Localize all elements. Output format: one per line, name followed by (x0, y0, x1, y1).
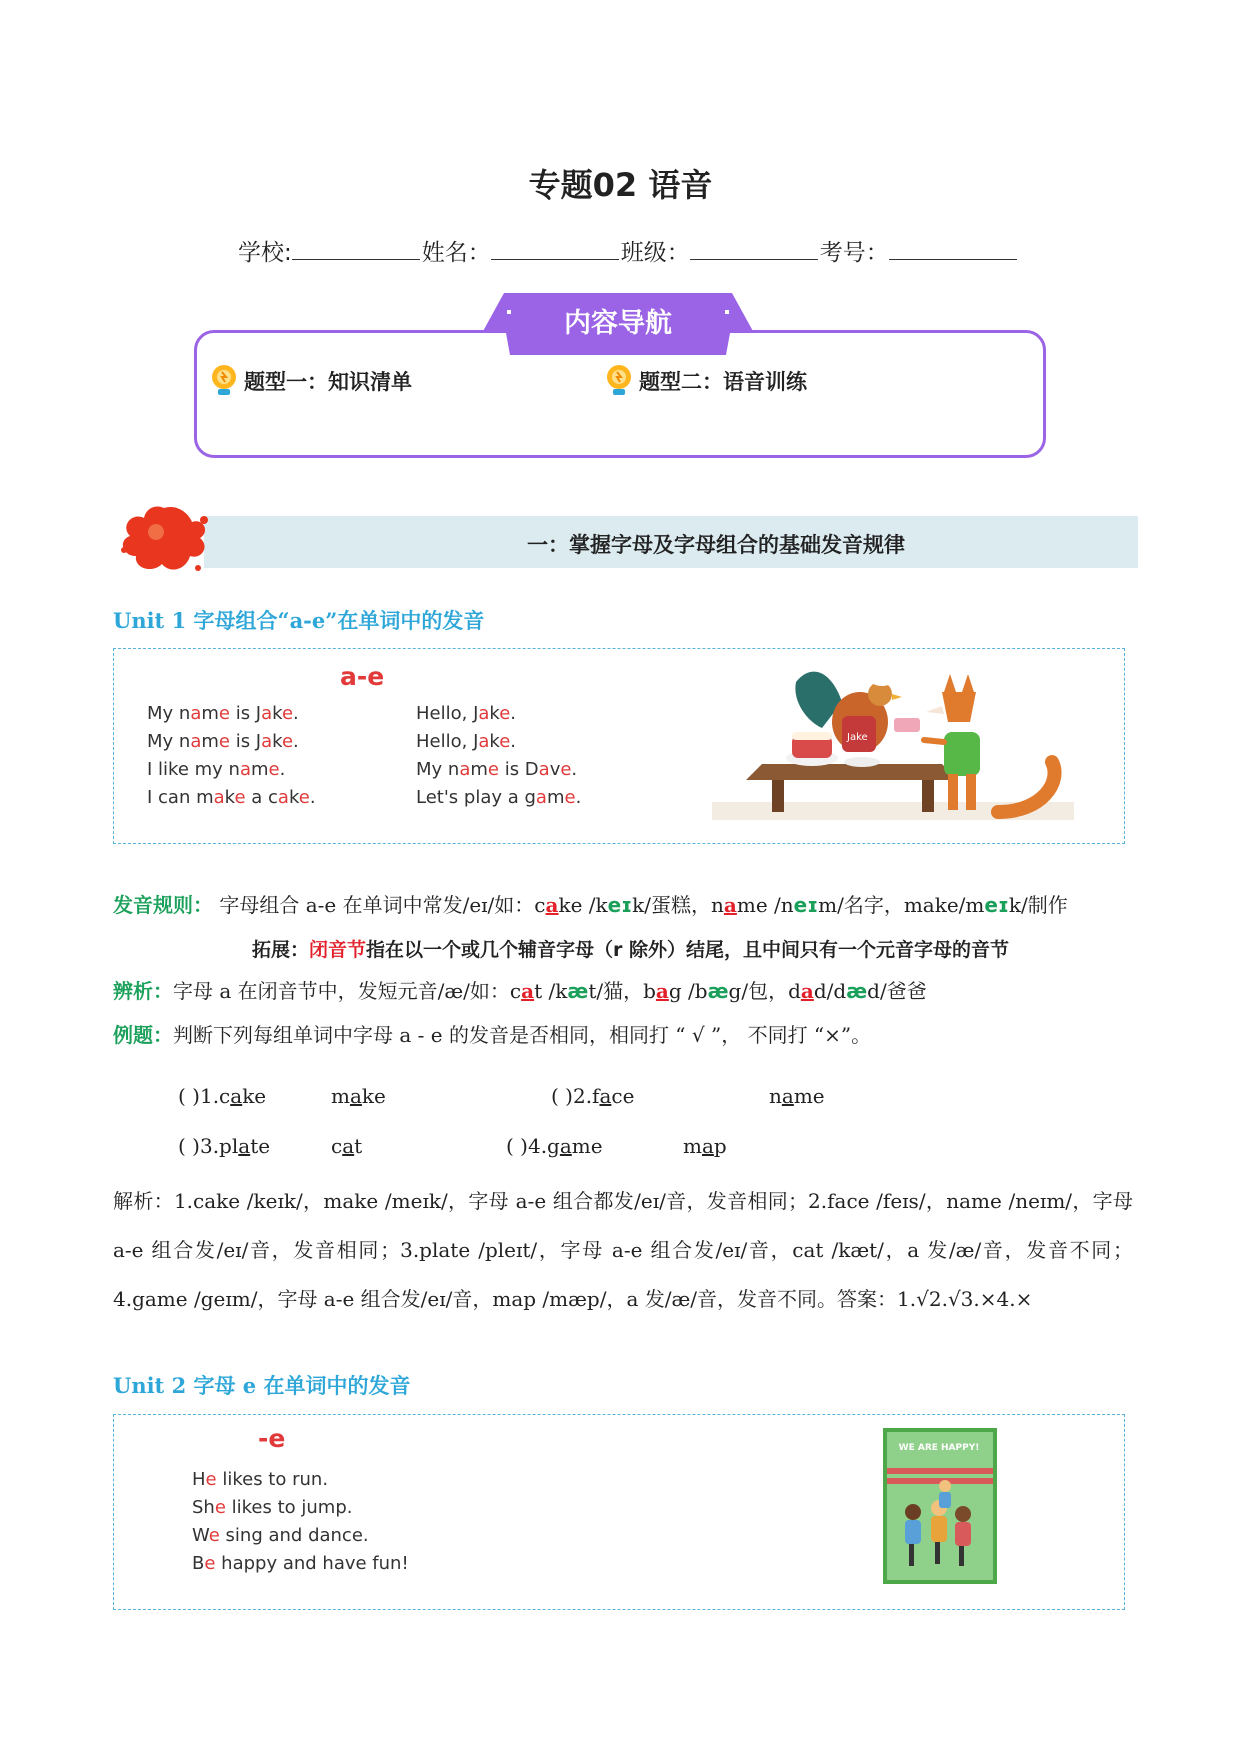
rhyme-text: . (279, 759, 286, 780)
rhyme-text: v (549, 759, 561, 780)
analysis-text: t /k (534, 979, 568, 1003)
unit2-rhyme (192, 1466, 409, 1578)
rhyme-text: happy and have fun! (215, 1553, 409, 1574)
question-word: ce (611, 1084, 635, 1108)
rhyme-text: sing and dance. (219, 1525, 369, 1546)
rhyme-text: is J (229, 731, 262, 752)
analysis-text: g/包，d (728, 979, 801, 1003)
rule-phoneme: eɪ (607, 893, 633, 917)
word-part: c (331, 1134, 343, 1158)
rhyme-highlight: e (208, 1525, 220, 1546)
analysis-text: d/爸爸 (867, 979, 927, 1003)
rhyme-text: W (192, 1525, 209, 1546)
rhyme-highlight: e (218, 703, 230, 724)
rhyme-text: I can m (147, 787, 214, 808)
analysis-line (113, 974, 927, 1008)
nav-item-label: 题型一：知识清单 (244, 370, 412, 394)
rhyme-text: Hello, J (416, 731, 479, 752)
analysis-text: d/d (813, 979, 847, 1003)
rhyme-text: m (201, 703, 219, 724)
rhyme-highlight: e (204, 1553, 216, 1574)
rhyme-text: Sh (192, 1497, 215, 1518)
rule-text: 字母组合 a-e 在单词中常发/eɪ/如：c (219, 893, 546, 917)
word-part: n (769, 1084, 782, 1108)
rhyme-text: My n (147, 703, 191, 724)
example-line (113, 1018, 871, 1052)
rule-highlight: a (545, 893, 559, 917)
word-underlined: a (781, 1084, 794, 1108)
rhyme-text: k (272, 703, 282, 724)
analysis-text: g /b (668, 979, 708, 1003)
rule-label: 发音规则： (113, 893, 213, 917)
school-blank[interactable] (292, 239, 420, 260)
rhyme-line (147, 756, 316, 784)
rhyme-text: likes to run. (216, 1469, 329, 1490)
rhyme-highlight: e (214, 1497, 226, 1518)
rhyme-highlight: a (538, 759, 550, 780)
page-title: 专题02 语音 (528, 166, 713, 204)
lightbulb-icon (210, 364, 238, 398)
rhyme-highlight: a (190, 731, 202, 752)
rhyme-text: m (201, 731, 219, 752)
rule-phoneme: eɪ (793, 893, 819, 917)
rhyme-highlight: e (281, 703, 294, 724)
rooster-fox-illustration (712, 662, 1074, 820)
nav-title: 内容导航 (564, 308, 672, 339)
rhyme-line (192, 1466, 409, 1494)
book-cover-illustration (883, 1428, 997, 1584)
section-title: 一：掌握字母及字母组合的基础发音规律 (527, 533, 905, 557)
rhyme-text: . (293, 731, 299, 752)
student-info-line (238, 234, 1019, 267)
rule-text: k/蛋糕，n (632, 893, 724, 917)
rhyme-text: is D (498, 759, 539, 780)
question-2[interactable] (551, 1084, 634, 1108)
word-part: m (683, 1134, 702, 1158)
question-underlined: a (230, 1084, 243, 1108)
school-label: 学校: (238, 240, 292, 266)
example-label: 例题： (113, 1023, 173, 1047)
rhyme-text: k (489, 731, 500, 752)
rhyme-text: B (192, 1553, 205, 1574)
rhyme-highlight: a (535, 787, 547, 808)
question-prefix: ( )1.c (178, 1084, 231, 1108)
question-prefix: ( )4.g (506, 1134, 560, 1158)
rhyme-text: . (571, 759, 578, 780)
rhyme-highlight: a (190, 703, 202, 724)
rhyme-text: I like my n (147, 759, 240, 780)
rhyme-highlight: e (564, 787, 576, 808)
rhyme-text: . (510, 703, 517, 724)
word-underlined: a (342, 1134, 355, 1158)
rhyme-line (192, 1550, 409, 1578)
rhyme-line (147, 728, 316, 756)
question-prefix: ( )3.pl (178, 1134, 239, 1158)
rhyme-text: a c (245, 787, 278, 808)
analysis-highlight: a (800, 979, 814, 1003)
question-4[interactable] (506, 1134, 603, 1158)
apron-text: Jake (847, 732, 868, 743)
rhyme-text: likes to jump. (225, 1497, 353, 1518)
rhyme-highlight: a (261, 703, 273, 724)
number-blank[interactable] (889, 239, 1017, 260)
rhyme-highlight: e (499, 731, 511, 752)
analysis-label: 辨析： (113, 979, 173, 1003)
question-underlined: a (238, 1134, 251, 1158)
rhyme-text: k (489, 703, 500, 724)
rhyme-highlight: a (478, 703, 490, 724)
question-2-word2 (769, 1084, 825, 1108)
question-underlined: a (599, 1084, 612, 1108)
rhyme-highlight: a (239, 759, 251, 780)
question-underlined: a (559, 1134, 572, 1158)
rule-text: m/名字，make/m (818, 893, 985, 917)
rhyme-highlight: a (459, 759, 471, 780)
question-prefix: ( )2.f (551, 1084, 600, 1108)
rhyme-line (147, 784, 316, 812)
rhyme-highlight: e (218, 731, 230, 752)
rhyme-highlight: e (560, 759, 572, 780)
rhyme-highlight: e (281, 731, 294, 752)
analysis-phoneme: æ (567, 979, 589, 1003)
rhyme-highlight: a (213, 787, 225, 808)
name-label: 姓名： (421, 240, 491, 266)
rhyme-highlight: e (499, 703, 511, 724)
rhyme-highlight: a (478, 731, 490, 752)
extension-term: 闭音节 (309, 939, 367, 961)
rule-text: k/制作 (1008, 893, 1068, 917)
nav-item-training[interactable] (605, 364, 807, 398)
rhyme-highlight: a (277, 787, 289, 808)
rhyme-text: Let's play a g (416, 787, 536, 808)
word-part: me (793, 1084, 825, 1108)
unit1-rhyme-right (416, 700, 581, 812)
rhyme-text: . (309, 787, 316, 808)
rhyme-text: My n (147, 731, 191, 752)
rhyme-text: Hello, J (416, 703, 479, 724)
question-1[interactable] (178, 1084, 266, 1108)
unit2-heading: Unit 2 字母 e 在单词中的发音 (113, 1373, 411, 1398)
word-part: p (713, 1134, 727, 1158)
question-3-word2 (331, 1134, 362, 1158)
word-underlined: a (349, 1084, 362, 1108)
rhyme-line (416, 784, 581, 812)
question-word: ke (242, 1084, 267, 1108)
nav-item-label: 题型二：语音训练 (639, 370, 807, 394)
rhyme-line (416, 756, 581, 784)
rule-text: me /n (736, 893, 794, 917)
name-blank[interactable] (491, 239, 619, 260)
rhyme-highlight: e (205, 1469, 217, 1490)
analysis-text: t/猫，b (588, 979, 656, 1003)
rhyme-highlight: e (487, 759, 499, 780)
question-3[interactable] (178, 1134, 270, 1158)
rhyme-line (147, 700, 316, 728)
question-word: te (250, 1134, 271, 1158)
rule-text: ke /k (558, 893, 608, 917)
analysis-highlight: a (521, 979, 535, 1003)
rhyme-text: k (272, 731, 282, 752)
analysis-phoneme: æ (846, 979, 868, 1003)
red-splash-icon (116, 498, 212, 580)
class-label: 班级： (620, 240, 690, 266)
word-underlined: a (701, 1134, 714, 1158)
rhyme-highlight: e (234, 787, 246, 808)
unit1-heading: Unit 1 字母组合“a-e”在单词中的发音 (113, 608, 485, 633)
lightbulb-icon (605, 364, 633, 398)
question-word: me (571, 1134, 603, 1158)
rhyme-line (416, 700, 581, 728)
rhyme-highlight: e (298, 787, 310, 808)
rhyme-text: k (288, 787, 299, 808)
rhyme-text: . (575, 787, 582, 808)
nav-item-knowledge[interactable] (210, 364, 412, 398)
rhyme-text: m (470, 759, 488, 780)
extension-label: 拓展： (252, 939, 310, 961)
rhyme-text: m (546, 787, 565, 808)
analysis-phoneme: æ (707, 979, 729, 1003)
extension-text: 指在以一个或几个辅音字母（r 除外）结尾，且中间只有一个元音字母的音节 (366, 939, 1010, 961)
word-part: m (331, 1084, 350, 1108)
rhyme-text: is J (229, 703, 262, 724)
rule-highlight: a (723, 893, 737, 917)
book-title: WE ARE HAPPY! (898, 1443, 980, 1453)
word-part: ke (361, 1084, 386, 1108)
extension-note (252, 935, 1009, 962)
word-part: t (354, 1134, 363, 1158)
analysis-text: 字母 a 在闭音节中，发短元音/æ/如：c (173, 979, 522, 1003)
rule-phoneme: eɪ (984, 893, 1009, 917)
analysis-highlight: a (655, 979, 669, 1003)
pronunciation-rule (113, 888, 1068, 922)
unit1-letter-label: a-e (340, 662, 385, 691)
answer-explanation: 解析：1.cake /keɪk/，make /meɪk/，字母 a-e 组合都发/eɪ/音，发音相同；2.face /feɪs/，name /neɪm/，字母 a-e 组合发/eɪ/音，发音相同；3.plate /pleɪt/，字母 a-e 组合发/eɪ/音，cat /kæt/，a 发/æ/音，发音不同；4.game /geɪm/，字母 a-e 组合发/eɪ/音，map /mæp/，a 发/æ/音，发音不同。答案：1.√2.√3.×4.× (113, 1189, 1133, 1311)
rhyme-highlight: a (261, 731, 273, 752)
rhyme-line (416, 728, 581, 756)
rhyme-text: . (293, 703, 299, 724)
rhyme-text: k (224, 787, 235, 808)
number-label: 考号： (819, 240, 889, 266)
question-1-word2 (331, 1084, 386, 1108)
rhyme-text: m (250, 759, 269, 780)
rhyme-text: H (192, 1469, 206, 1490)
class-blank[interactable] (690, 239, 818, 260)
unit1-rhyme-left (147, 700, 316, 812)
question-4-word2 (683, 1134, 727, 1158)
rhyme-line (192, 1522, 409, 1550)
unit2-letter-label: -e (258, 1424, 286, 1453)
rhyme-highlight: e (268, 759, 280, 780)
rhyme-text: . (510, 731, 517, 752)
example-text: 判断下列每组单词中字母 a - e 的发音是否相同，相同打 “ √ ”， 不同打 “×”。 (173, 1023, 872, 1047)
rhyme-text: My n (416, 759, 460, 780)
rhyme-line (192, 1494, 409, 1522)
